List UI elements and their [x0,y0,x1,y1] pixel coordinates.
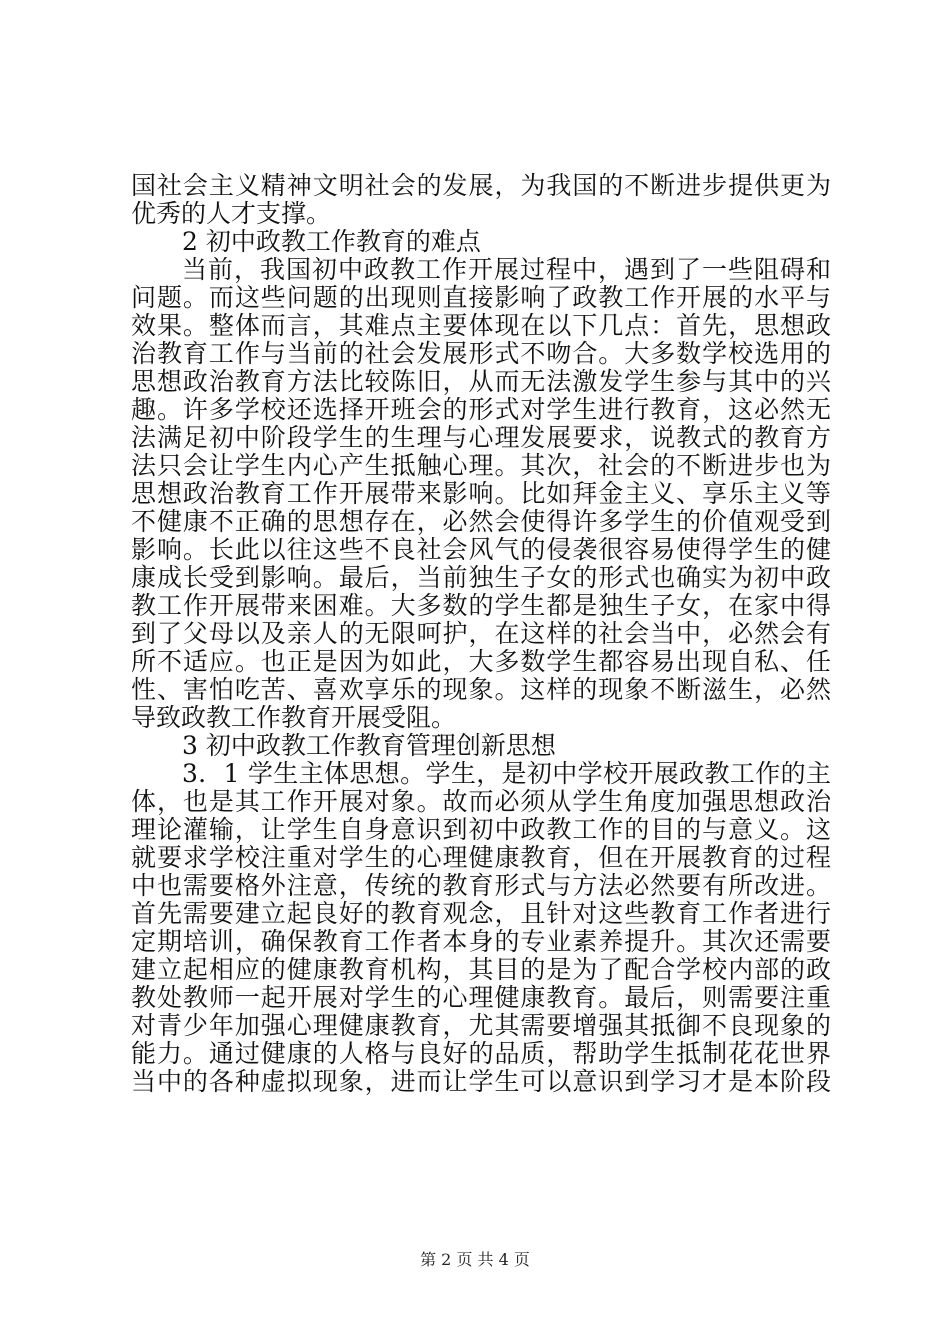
text-line: 治教育工作与当前的社会发展形式不吻合。大多数学校选用的 [131,339,831,368]
text-line: 定期培训，确保教育工作者本身的专业素养提升。其次还需要 [131,927,831,956]
text-line: 3 初中政教工作教育管理创新思想 [182,731,556,760]
text-line: 3．1 学生主体思想。学生，是初中学校开展政教工作的主 [182,759,831,788]
text-line: 建立起相应的健康教育机构，其目的是为了配合学校内部的政 [131,955,831,984]
text-line: 当前，我国初中政教工作开展过程中，遇到了一些阻碍和 [182,255,831,284]
text-line: 康成长受到影响。最后，当前独生子女的形式也确实为初中政 [131,563,831,592]
text-line: 思想政治教育工作开展带来影响。比如拜金主义、享乐主义等 [131,479,831,508]
text-line: 法满足初中阶段学生的生理与心理发展要求，说教式的教育方 [131,423,831,452]
text-line: 中也需要格外注意，传统的教育形式与方法必然要有所改进。 [131,871,831,900]
text-line: 法只会让学生内心产生抵触心理。其次，社会的不断进步也为 [131,451,831,480]
page-footer [0,1250,950,1270]
text-line: 优秀的人才支撑。 [131,199,332,228]
text-line: 体，也是其工作开展对象。故而必须从学生角度加强思想政治 [131,787,831,816]
text-line: 2 初中政教工作教育的难点 [182,227,481,256]
text-line: 所不适应。也正是因为如此，大多数学生都容易出现自私、任 [131,647,831,676]
text-line: 趣。许多学校还选择开班会的形式对学生进行教育，这必然无 [131,395,831,424]
text-line: 对青少年加强心理健康教育，尤其需要增强其抵御不良现象的 [131,1011,831,1040]
text-line: 教工作开展带来困难。大多数的学生都是独生子女，在家中得 [131,591,831,620]
text-line: 理论灌输，让学生自身意识到初中政教工作的目的与意义。这 [131,815,831,844]
text-line: 教处教师一起开展对学生的心理健康教育。最后，则需要注重 [131,983,831,1012]
text-line: 能力。通过健康的人格与良好的品质，帮助学生抵制花花世界 [131,1039,831,1068]
text-line: 当中的各种虚拟现象，进而让学生可以意识到学习才是本阶段 [131,1067,831,1096]
text-line: 思想政治教育方法比较陈旧，从而无法激发学生参与其中的兴 [131,367,831,396]
page-number-label: 第 2 页 共 4 页 [420,1250,530,1269]
text-line: 影响。长此以往这些不良社会风气的侵袭很容易使得学生的健 [131,535,831,564]
text-line: 不健康不正确的思想存在，必然会使得许多学生的价值观受到 [131,507,831,536]
text-line: 导致政教工作教育开展受阻。 [131,703,457,732]
document-body [131,172,831,1096]
text-line: 国社会主义精神文明社会的发展，为我国的不断进步提供更为 [131,171,831,200]
text-line: 效果。整体而言，其难点主要体现在以下几点：首先，思想政 [131,311,831,340]
text-line: 性、害怕吃苦、喜欢享乐的现象。这样的现象不断滋生，必然 [131,675,831,704]
text-line: 到了父母以及亲人的无限呵护，在这样的社会当中，必然会有 [131,619,831,648]
text-line: 就要求学校注重对学生的心理健康教育，但在开展教育的过程 [131,843,831,872]
text-line: 首先需要建立起良好的教育观念，且针对这些教育工作者进行 [131,899,831,928]
text-line: 问题。而这些问题的出现则直接影响了政教工作开展的水平与 [131,283,831,312]
